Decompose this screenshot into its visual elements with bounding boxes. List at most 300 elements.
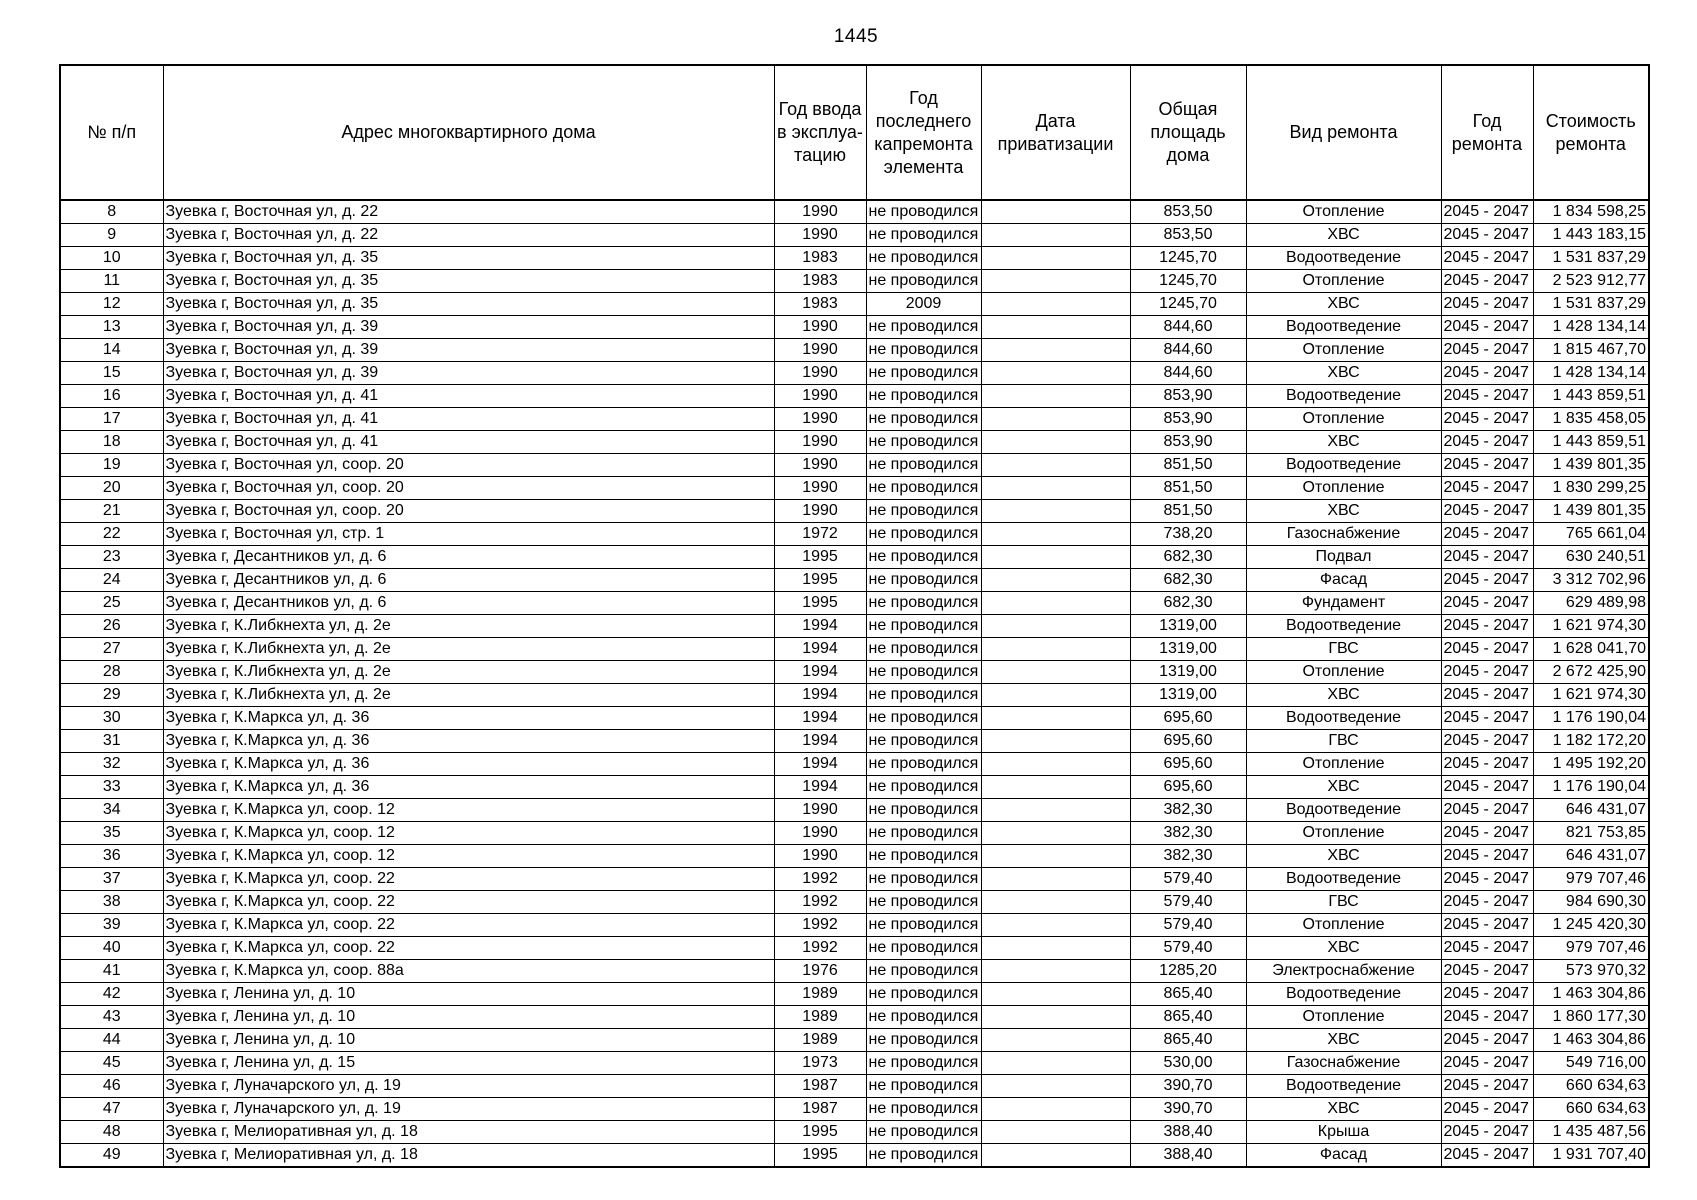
cell-area: 1319,00 — [1130, 684, 1246, 707]
cell-cost: 1 621 974,30 — [1533, 615, 1649, 638]
table-row — [60, 983, 1649, 1006]
cell-repair-period: 2045 - 2047 — [1441, 914, 1533, 937]
cell-area: 844,60 — [1130, 316, 1246, 339]
cell-year-built: 1976 — [774, 960, 866, 983]
table-row — [60, 707, 1649, 730]
cell-year-built: 1994 — [774, 776, 866, 799]
cell-number: 25 — [60, 592, 163, 615]
cell-area: 851,50 — [1130, 500, 1246, 523]
column-header-address: Адрес многоквартирного дома — [163, 65, 774, 200]
cell-repair-type: ХВС — [1246, 362, 1441, 385]
cell-area: 853,50 — [1130, 224, 1246, 247]
cell-year-built: 1990 — [774, 362, 866, 385]
cell-year-built: 1990 — [774, 385, 866, 408]
cell-repair-period: 2045 - 2047 — [1441, 1029, 1533, 1052]
cell-area: 695,60 — [1130, 776, 1246, 799]
cell-year-built: 1973 — [774, 1052, 866, 1075]
cell-cost: 984 690,30 — [1533, 891, 1649, 914]
cell-cost: 646 431,07 — [1533, 845, 1649, 868]
cell-cost: 1 443 859,51 — [1533, 385, 1649, 408]
cell-year-built: 1994 — [774, 684, 866, 707]
cell-privatization — [981, 362, 1130, 385]
cell-repair-type: Отопление — [1246, 270, 1441, 293]
cell-number: 38 — [60, 891, 163, 914]
cell-area: 579,40 — [1130, 868, 1246, 891]
cell-address: Зуевка г, Восточная ул, д. 41 — [163, 408, 774, 431]
cell-repair-type: ГВС — [1246, 891, 1441, 914]
table-row — [60, 523, 1649, 546]
cell-address: Зуевка г, Ленина ул, д. 10 — [163, 983, 774, 1006]
cell-year-built: 1995 — [774, 546, 866, 569]
cell-last-repair: не проводился — [866, 477, 981, 500]
cell-repair-type: Водоотведение — [1246, 316, 1441, 339]
cell-repair-type: Крыша — [1246, 1121, 1441, 1144]
table-row — [60, 339, 1649, 362]
cell-area: 388,40 — [1130, 1144, 1246, 1168]
cell-area: 388,40 — [1130, 1121, 1246, 1144]
cell-last-repair: не проводился — [866, 270, 981, 293]
cell-address: Зуевка г, К.Либкнехта ул, д. 2е — [163, 638, 774, 661]
cell-number: 32 — [60, 753, 163, 776]
cell-last-repair: не проводился — [866, 776, 981, 799]
cell-address: Зуевка г, Восточная ул, д. 35 — [163, 247, 774, 270]
cell-privatization — [981, 293, 1130, 316]
cell-last-repair: не проводился — [866, 753, 981, 776]
cell-year-built: 1994 — [774, 707, 866, 730]
cell-last-repair: не проводился — [866, 408, 981, 431]
cell-privatization — [981, 546, 1130, 569]
table-body — [60, 200, 1649, 1167]
cell-privatization — [981, 937, 1130, 960]
cell-repair-type: ХВС — [1246, 431, 1441, 454]
cell-repair-period: 2045 - 2047 — [1441, 431, 1533, 454]
cell-repair-type: Отопление — [1246, 339, 1441, 362]
cell-number: 17 — [60, 408, 163, 431]
cell-repair-type: ХВС — [1246, 1098, 1441, 1121]
cell-repair-type: ХВС — [1246, 224, 1441, 247]
cell-address: Зуевка г, Восточная ул, д. 35 — [163, 270, 774, 293]
cell-repair-type: ГВС — [1246, 730, 1441, 753]
cell-cost: 1 463 304,86 — [1533, 983, 1649, 1006]
cell-privatization — [981, 1121, 1130, 1144]
cell-cost: 660 634,63 — [1533, 1098, 1649, 1121]
cell-cost: 1 815 467,70 — [1533, 339, 1649, 362]
cell-area: 695,60 — [1130, 707, 1246, 730]
cell-repair-period: 2045 - 2047 — [1441, 293, 1533, 316]
cell-area: 853,50 — [1130, 200, 1246, 224]
cell-number: 9 — [60, 224, 163, 247]
cell-privatization — [981, 1075, 1130, 1098]
cell-address: Зуевка г, Восточная ул, соор. 20 — [163, 477, 774, 500]
cell-repair-type: Отопление — [1246, 753, 1441, 776]
cell-repair-period: 2045 - 2047 — [1441, 753, 1533, 776]
cell-cost: 1 628 041,70 — [1533, 638, 1649, 661]
cell-area: 682,30 — [1130, 546, 1246, 569]
column-header-area: Общая площадь дома — [1130, 65, 1246, 200]
cell-last-repair: не проводился — [866, 707, 981, 730]
table-row — [60, 776, 1649, 799]
cell-last-repair: не проводился — [866, 1029, 981, 1052]
table-row — [60, 224, 1649, 247]
cell-area: 1319,00 — [1130, 638, 1246, 661]
cell-privatization — [981, 615, 1130, 638]
cell-repair-period: 2045 - 2047 — [1441, 891, 1533, 914]
cell-year-built: 1990 — [774, 339, 866, 362]
cell-privatization — [981, 247, 1130, 270]
cell-number: 34 — [60, 799, 163, 822]
cell-number: 11 — [60, 270, 163, 293]
cell-cost: 1 443 859,51 — [1533, 431, 1649, 454]
cell-number: 21 — [60, 500, 163, 523]
cell-repair-period: 2045 - 2047 — [1441, 385, 1533, 408]
cell-cost: 979 707,46 — [1533, 937, 1649, 960]
cell-area: 1319,00 — [1130, 661, 1246, 684]
table-row — [60, 454, 1649, 477]
cell-repair-type: Водоотведение — [1246, 1075, 1441, 1098]
cell-privatization — [981, 868, 1130, 891]
cell-last-repair: не проводился — [866, 914, 981, 937]
cell-privatization — [981, 1144, 1130, 1168]
cell-repair-period: 2045 - 2047 — [1441, 592, 1533, 615]
cell-cost: 1 443 183,15 — [1533, 224, 1649, 247]
table-row — [60, 1098, 1649, 1121]
cell-repair-period: 2045 - 2047 — [1441, 822, 1533, 845]
cell-repair-period: 2045 - 2047 — [1441, 224, 1533, 247]
cell-year-built: 1983 — [774, 293, 866, 316]
cell-address: Зуевка г, К.Маркса ул, д. 36 — [163, 753, 774, 776]
table-row — [60, 1052, 1649, 1075]
cell-repair-period: 2045 - 2047 — [1441, 569, 1533, 592]
cell-address: Зуевка г, К.Маркса ул, соор. 12 — [163, 799, 774, 822]
cell-area: 382,30 — [1130, 845, 1246, 868]
cell-year-built: 1990 — [774, 454, 866, 477]
table-row — [60, 684, 1649, 707]
cell-privatization — [981, 753, 1130, 776]
cell-address: Зуевка г, Десантников ул, д. 6 — [163, 569, 774, 592]
cell-year-built: 1994 — [774, 753, 866, 776]
cell-repair-type: Отопление — [1246, 661, 1441, 684]
cell-privatization — [981, 316, 1130, 339]
table-row — [60, 1121, 1649, 1144]
page-number: 1445 — [833, 26, 879, 47]
cell-cost: 660 634,63 — [1533, 1075, 1649, 1098]
cell-last-repair: не проводился — [866, 431, 981, 454]
cell-cost: 1 834 598,25 — [1533, 200, 1649, 224]
cell-year-built: 1995 — [774, 1144, 866, 1168]
cell-year-built: 1989 — [774, 983, 866, 1006]
cell-last-repair: не проводился — [866, 592, 981, 615]
column-header-repair-type: Вид ремонта — [1246, 65, 1441, 200]
cell-cost: 1 860 177,30 — [1533, 1006, 1649, 1029]
cell-cost: 765 661,04 — [1533, 523, 1649, 546]
cell-repair-period: 2045 - 2047 — [1441, 845, 1533, 868]
cell-area: 851,50 — [1130, 454, 1246, 477]
cell-cost: 629 489,98 — [1533, 592, 1649, 615]
cell-address: Зуевка г, Мелиоративная ул, д. 18 — [163, 1144, 774, 1168]
cell-number: 43 — [60, 1006, 163, 1029]
cell-address: Зуевка г, Восточная ул, д. 22 — [163, 200, 774, 224]
cell-privatization — [981, 684, 1130, 707]
cell-number: 48 — [60, 1121, 163, 1144]
cell-year-built: 1983 — [774, 270, 866, 293]
cell-last-repair: не проводился — [866, 1121, 981, 1144]
cell-last-repair: не проводился — [866, 937, 981, 960]
cell-last-repair: не проводился — [866, 385, 981, 408]
cell-repair-type: ХВС — [1246, 776, 1441, 799]
cell-repair-type: Водоотведение — [1246, 247, 1441, 270]
cell-year-built: 1987 — [774, 1075, 866, 1098]
cell-address: Зуевка г, Десантников ул, д. 6 — [163, 546, 774, 569]
cell-number: 19 — [60, 454, 163, 477]
cell-last-repair: не проводился — [866, 200, 981, 224]
cell-repair-period: 2045 - 2047 — [1441, 362, 1533, 385]
cell-address: Зуевка г, Восточная ул, д. 41 — [163, 431, 774, 454]
table-row — [60, 362, 1649, 385]
cell-address: Зуевка г, Восточная ул, стр. 1 — [163, 523, 774, 546]
cell-repair-period: 2045 - 2047 — [1441, 408, 1533, 431]
cell-year-built: 1994 — [774, 730, 866, 753]
cell-cost: 821 753,85 — [1533, 822, 1649, 845]
cell-year-built: 1989 — [774, 1006, 866, 1029]
cell-last-repair: не проводился — [866, 960, 981, 983]
cell-address: Зуевка г, Десантников ул, д. 6 — [163, 592, 774, 615]
cell-number: 8 — [60, 200, 163, 224]
table-row — [60, 868, 1649, 891]
cell-number: 44 — [60, 1029, 163, 1052]
cell-area: 1245,70 — [1130, 270, 1246, 293]
cell-cost: 1 182 172,20 — [1533, 730, 1649, 753]
cell-privatization — [981, 592, 1130, 615]
cell-last-repair: не проводился — [866, 615, 981, 638]
cell-area: 853,90 — [1130, 408, 1246, 431]
cell-cost: 1 176 190,04 — [1533, 776, 1649, 799]
cell-area: 1245,70 — [1130, 293, 1246, 316]
cell-last-repair: не проводился — [866, 983, 981, 1006]
cell-repair-type: Газоснабжение — [1246, 1052, 1441, 1075]
cell-repair-period: 2045 - 2047 — [1441, 500, 1533, 523]
cell-cost: 1 495 192,20 — [1533, 753, 1649, 776]
table-row — [60, 569, 1649, 592]
cell-cost: 979 707,46 — [1533, 868, 1649, 891]
cell-area: 865,40 — [1130, 1006, 1246, 1029]
cell-repair-type: ХВС — [1246, 293, 1441, 316]
cell-address: Зуевка г, Мелиоративная ул, д. 18 — [163, 1121, 774, 1144]
cell-repair-period: 2045 - 2047 — [1441, 247, 1533, 270]
table-row — [60, 293, 1649, 316]
cell-area: 382,30 — [1130, 822, 1246, 845]
cell-year-built: 1990 — [774, 500, 866, 523]
cell-area: 682,30 — [1130, 569, 1246, 592]
cell-repair-type: Отопление — [1246, 914, 1441, 937]
table-row — [60, 661, 1649, 684]
table-row — [60, 730, 1649, 753]
table-row — [60, 960, 1649, 983]
cell-repair-period: 2045 - 2047 — [1441, 1144, 1533, 1168]
cell-address: Зуевка г, К.Маркса ул, соор. 88а — [163, 960, 774, 983]
cell-privatization — [981, 523, 1130, 546]
cell-address: Зуевка г, Луначарского ул, д. 19 — [163, 1098, 774, 1121]
cell-area: 579,40 — [1130, 891, 1246, 914]
table-row — [60, 408, 1649, 431]
cell-address: Зуевка г, К.Либкнехта ул, д. 2е — [163, 615, 774, 638]
cell-repair-type: Газоснабжение — [1246, 523, 1441, 546]
cell-repair-period: 2045 - 2047 — [1441, 1052, 1533, 1075]
cell-address: Зуевка г, К.Маркса ул, д. 36 — [163, 707, 774, 730]
table-row — [60, 247, 1649, 270]
cell-number: 42 — [60, 983, 163, 1006]
table-row — [60, 500, 1649, 523]
cell-cost: 2 672 425,90 — [1533, 661, 1649, 684]
cell-privatization — [981, 224, 1130, 247]
cell-cost: 1 245 420,30 — [1533, 914, 1649, 937]
cell-year-built: 1995 — [774, 569, 866, 592]
cell-repair-type: Водоотведение — [1246, 454, 1441, 477]
cell-privatization — [981, 730, 1130, 753]
cell-repair-period: 2045 - 2047 — [1441, 546, 1533, 569]
cell-repair-type: ХВС — [1246, 845, 1441, 868]
cell-area: 738,20 — [1130, 523, 1246, 546]
table-row — [60, 385, 1649, 408]
cell-number: 28 — [60, 661, 163, 684]
cell-address: Зуевка г, К.Маркса ул, соор. 22 — [163, 914, 774, 937]
cell-cost: 1 428 134,14 — [1533, 316, 1649, 339]
cell-repair-period: 2045 - 2047 — [1441, 1075, 1533, 1098]
cell-area: 1319,00 — [1130, 615, 1246, 638]
cell-area: 851,50 — [1130, 477, 1246, 500]
table-row — [60, 200, 1649, 224]
cell-number: 27 — [60, 638, 163, 661]
cell-privatization — [981, 891, 1130, 914]
cell-last-repair: не проводился — [866, 1006, 981, 1029]
cell-cost: 573 970,32 — [1533, 960, 1649, 983]
cell-address: Зуевка г, Восточная ул, д. 22 — [163, 224, 774, 247]
cell-area: 865,40 — [1130, 1029, 1246, 1052]
cell-number: 26 — [60, 615, 163, 638]
cell-last-repair: не проводился — [866, 546, 981, 569]
cell-cost: 1 463 304,86 — [1533, 1029, 1649, 1052]
cell-repair-period: 2045 - 2047 — [1441, 200, 1533, 224]
cell-number: 33 — [60, 776, 163, 799]
cell-address: Зуевка г, Ленина ул, д. 10 — [163, 1006, 774, 1029]
cell-privatization — [981, 776, 1130, 799]
cell-repair-type: Водоотведение — [1246, 707, 1441, 730]
table-row — [60, 546, 1649, 569]
cell-repair-period: 2045 - 2047 — [1441, 730, 1533, 753]
cell-number: 22 — [60, 523, 163, 546]
cell-repair-type: Фундамент — [1246, 592, 1441, 615]
cell-number: 15 — [60, 362, 163, 385]
cell-repair-type: Отопление — [1246, 200, 1441, 224]
cell-privatization — [981, 661, 1130, 684]
cell-privatization — [981, 454, 1130, 477]
cell-cost: 549 716,00 — [1533, 1052, 1649, 1075]
cell-year-built: 1983 — [774, 247, 866, 270]
cell-year-built: 1990 — [774, 224, 866, 247]
cell-repair-period: 2045 - 2047 — [1441, 477, 1533, 500]
cell-cost: 1 531 837,29 — [1533, 247, 1649, 270]
cell-number: 12 — [60, 293, 163, 316]
cell-address: Зуевка г, Луначарского ул, д. 19 — [163, 1075, 774, 1098]
cell-last-repair: не проводился — [866, 500, 981, 523]
cell-number: 18 — [60, 431, 163, 454]
cell-year-built: 1994 — [774, 638, 866, 661]
cell-privatization — [981, 408, 1130, 431]
table-row — [60, 799, 1649, 822]
cell-address: Зуевка г, Восточная ул, д. 35 — [163, 293, 774, 316]
cell-last-repair: не проводился — [866, 638, 981, 661]
cell-address: Зуевка г, К.Маркса ул, соор. 12 — [163, 845, 774, 868]
cell-area: 1245,70 — [1130, 247, 1246, 270]
table-row — [60, 914, 1649, 937]
cell-number: 23 — [60, 546, 163, 569]
cell-repair-period: 2045 - 2047 — [1441, 454, 1533, 477]
cell-area: 865,40 — [1130, 983, 1246, 1006]
cell-cost: 1 428 134,14 — [1533, 362, 1649, 385]
cell-number: 40 — [60, 937, 163, 960]
cell-area: 579,40 — [1130, 937, 1246, 960]
cell-year-built: 1992 — [774, 937, 866, 960]
cell-last-repair: 2009 — [866, 293, 981, 316]
cell-repair-type: Электроснабжение — [1246, 960, 1441, 983]
cell-repair-period: 2045 - 2047 — [1441, 270, 1533, 293]
cell-privatization — [981, 569, 1130, 592]
cell-year-built: 1995 — [774, 1121, 866, 1144]
cell-number: 20 — [60, 477, 163, 500]
column-header-repair-period: Год ремонта — [1441, 65, 1533, 200]
cell-last-repair: не проводился — [866, 247, 981, 270]
cell-cost: 630 240,51 — [1533, 546, 1649, 569]
cell-year-built: 1994 — [774, 661, 866, 684]
cell-last-repair: не проводился — [866, 1075, 981, 1098]
cell-privatization — [981, 1029, 1130, 1052]
cell-area: 682,30 — [1130, 592, 1246, 615]
cell-repair-period: 2045 - 2047 — [1441, 661, 1533, 684]
cell-year-built: 1990 — [774, 408, 866, 431]
table-row — [60, 891, 1649, 914]
cell-area: 579,40 — [1130, 914, 1246, 937]
cell-number: 31 — [60, 730, 163, 753]
cell-number: 37 — [60, 868, 163, 891]
cell-area: 390,70 — [1130, 1098, 1246, 1121]
cell-year-built: 1994 — [774, 615, 866, 638]
cell-privatization — [981, 431, 1130, 454]
cell-address: Зуевка г, Восточная ул, д. 39 — [163, 339, 774, 362]
cell-number: 49 — [60, 1144, 163, 1168]
cell-area: 382,30 — [1130, 799, 1246, 822]
cell-address: Зуевка г, К.Либкнехта ул, д. 2е — [163, 661, 774, 684]
table-row — [60, 270, 1649, 293]
cell-last-repair: не проводился — [866, 684, 981, 707]
cell-year-built: 1989 — [774, 1029, 866, 1052]
cell-repair-type: Водоотведение — [1246, 615, 1441, 638]
cell-year-built: 1972 — [774, 523, 866, 546]
cell-area: 844,60 — [1130, 339, 1246, 362]
cell-cost: 646 431,07 — [1533, 799, 1649, 822]
cell-year-built: 1990 — [774, 477, 866, 500]
cell-address: Зуевка г, К.Маркса ул, соор. 22 — [163, 937, 774, 960]
column-header-privatization: Дата приватизации — [981, 65, 1130, 200]
cell-privatization — [981, 960, 1130, 983]
cell-repair-period: 2045 - 2047 — [1441, 339, 1533, 362]
cell-cost: 2 523 912,77 — [1533, 270, 1649, 293]
table-row — [60, 638, 1649, 661]
cell-privatization — [981, 707, 1130, 730]
cell-address: Зуевка г, К.Маркса ул, соор. 22 — [163, 868, 774, 891]
cell-number: 14 — [60, 339, 163, 362]
cell-repair-type: Фасад — [1246, 569, 1441, 592]
column-header-cost: Стоимость ремонта — [1533, 65, 1649, 200]
table-row — [60, 1029, 1649, 1052]
